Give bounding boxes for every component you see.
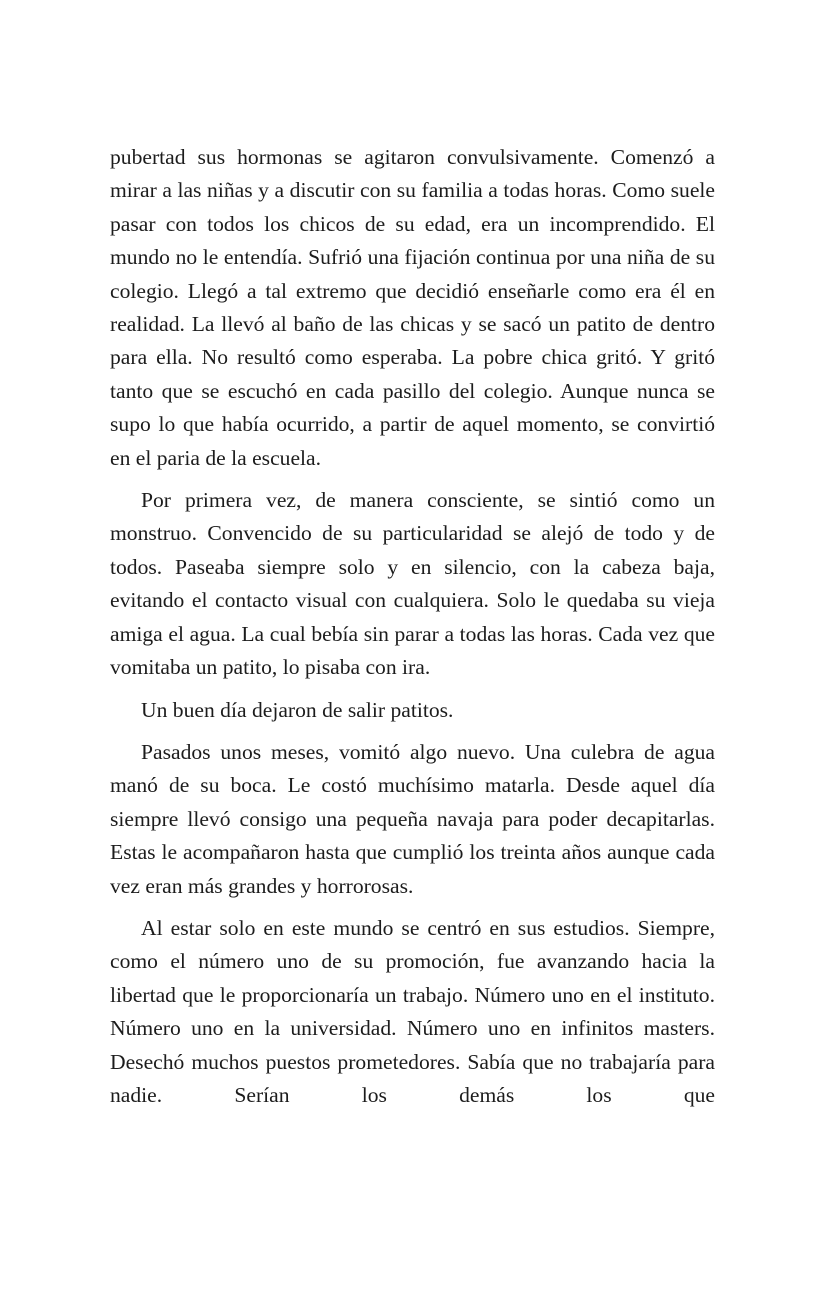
paragraph-1: pubertad sus hormonas se agitaron convulsivamente. Comenzó a mirar a las niñas y a discutir con su familia a todas horas. Como suele pasar con todos los chicos de su edad, era un incomprendido. El mundo no le entendía. Sufrió una fijación continua por una niña de su colegio. Llegó a tal extremo que decidió enseñarle como era él en realidad. La llevó al baño de las chicas y se sacó un patito de dentro para ella. No resultó como esperaba. La pobre chica gritó. Y gritó tanto que se escuchó en cada pasillo del colegio. Aunque nunca se supo lo que había ocurrido, a partir de aquel momento, se convirtió en el paria de la escuela.	[110, 145, 715, 470]
paragraph-5: Al estar solo en este mundo se centró en sus estudios. Siempre, como el número uno de su promoción, fue avanzando hacia la libertad que le proporcionaría un trabajo. Número uno en el instituto. Número uno en la universidad. Número uno en infinitos masters. Desechó muchos puestos prometedores. Sabía que no trabajaría para nadie. Serían los demás los que	[110, 915, 715, 1107]
paragraph-4: Pasados unos meses, vomitó algo nuevo. Una culebra de agua manó de su boca. Le costó muchísimo matarla. Desde aquel día siempre llevó consigo una pequeña navaja para poder decapitarlas. Estas le acompañaron hasta que cumplió los treinta años aunque cada vez eran más grandes y horrorosas.	[110, 739, 715, 898]
paragraph-2: Por primera vez, de manera consciente, se sintió como un monstruo. Convencido de su particularidad se alejó de todo y de todos. Paseaba siempre solo y en silencio, con la cabeza baja, evitando el contacto visual con cualquiera. Solo le quedaba su vieja amiga el agua. La cual bebía sin parar a todas las horas. Cada vez que vomitaba un patito, lo pisaba con ira.	[110, 488, 715, 680]
body-text	[110, 141, 715, 1121]
paragraph-3: Un buen día dejaron de salir patitos.	[141, 697, 454, 722]
